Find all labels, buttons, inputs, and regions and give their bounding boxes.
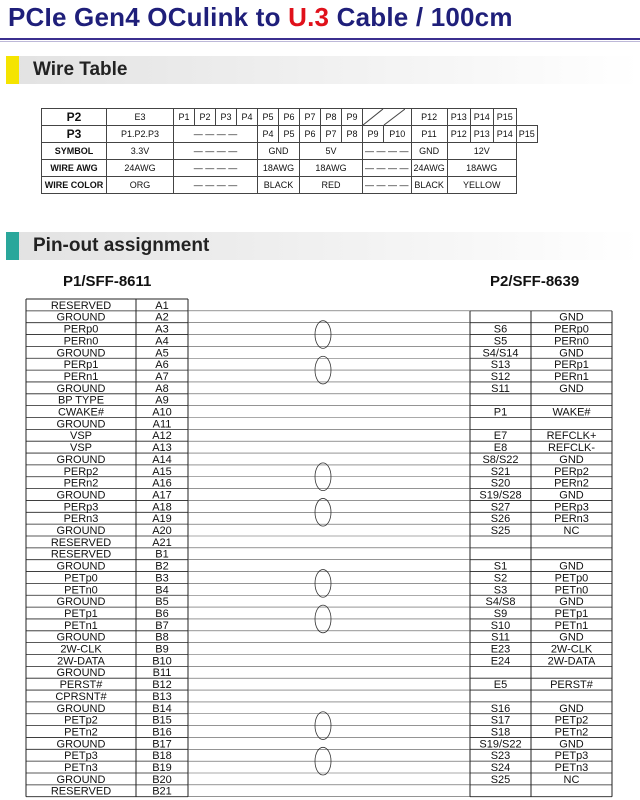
right-pin: S20 (490, 477, 511, 490)
left-signal: RESERVED (50, 299, 112, 312)
table-cell: P2 (195, 109, 216, 126)
table-cell: P9 (342, 109, 363, 126)
left-signal: VSP (69, 442, 93, 455)
right-connector-header: P2/SFF-8639 (490, 273, 580, 290)
right-pin: S24 (490, 762, 511, 774)
left-pin: B17 (152, 738, 172, 751)
left-pin: B8 (155, 631, 169, 644)
right-signal: PETn3 (554, 762, 589, 774)
left-signal: PETn3 (64, 762, 98, 774)
table-cell: 18AWG (300, 160, 363, 177)
right-signal: GND (559, 311, 584, 324)
left-pin: B13 (152, 690, 172, 703)
left-pin: A5 (155, 347, 169, 360)
right-signal: PERp2 (554, 465, 589, 478)
left-pin: A20 (152, 525, 172, 537)
right-pin: S23 (490, 750, 511, 763)
right-signal: PERST# (550, 679, 593, 692)
left-pin: A14 (152, 453, 172, 466)
right-signal: PERp0 (554, 323, 589, 336)
table-cell: BLACK (258, 177, 300, 194)
left-signal: RESERVED (50, 548, 112, 561)
table-cell: P3 (216, 109, 237, 126)
table-cell: P1.P2.P3 (107, 126, 174, 143)
left-pin: B18 (152, 750, 172, 763)
right-pin: S6 (493, 323, 508, 336)
table-cell: P1 (174, 109, 195, 126)
table-cell: P5 (279, 126, 300, 143)
right-signal: NC (563, 773, 580, 786)
right-pin: P1 (493, 406, 508, 419)
right-signal: GND (559, 453, 584, 466)
left-signal: GROUND (56, 418, 106, 431)
left-pin: B21 (152, 785, 172, 798)
wire-table-title: Wire Table (33, 59, 128, 80)
left-pin: B12 (152, 679, 172, 692)
left-signal: GROUND (56, 489, 106, 502)
left-signal: 2W-CLK (60, 643, 102, 656)
left-pin: A15 (152, 465, 172, 478)
left-signal: CWAKE# (57, 406, 105, 419)
left-signal: GROUND (56, 347, 106, 360)
table-cell: P6 (279, 109, 300, 126)
left-pin: B5 (155, 596, 169, 609)
left-pin: B4 (155, 584, 169, 597)
table-cell: RED (300, 177, 363, 194)
left-signal: GROUND (56, 738, 106, 751)
left-pin: A4 (155, 335, 169, 348)
right-signal: 2W-DATA (547, 655, 596, 668)
table-cell: P2 (42, 109, 107, 126)
table-cell: P15 (516, 126, 537, 143)
left-pin: A10 (152, 406, 172, 419)
left-signal: PERp0 (63, 323, 99, 336)
left-pin: B9 (155, 643, 169, 656)
left-pin: A13 (152, 442, 172, 455)
left-signal: GROUND (56, 631, 106, 644)
left-signal: GROUND (56, 596, 106, 609)
right-signal: PETn1 (554, 619, 589, 632)
left-pin: B7 (155, 619, 169, 632)
table-cell: 3.3V (107, 143, 174, 160)
left-pin: B11 (152, 667, 172, 680)
right-pin: S4/S14 (482, 347, 519, 360)
pinout-title: Pin-out assignment (33, 235, 210, 256)
right-signal: PERn3 (554, 513, 589, 526)
left-signal: GROUND (56, 702, 106, 715)
right-signal: PERn1 (554, 370, 589, 383)
right-signal: GND (559, 560, 584, 573)
left-signal: PETn1 (64, 619, 98, 632)
right-signal: 2W-CLK (550, 643, 593, 656)
right-pin: S25 (490, 525, 511, 537)
left-signal: PETp2 (64, 714, 98, 727)
left-signal: PETn2 (64, 726, 98, 739)
right-signal: GND (559, 347, 584, 360)
left-signal: PERp1 (63, 359, 99, 372)
left-pin: B15 (152, 714, 172, 727)
right-pin: S1 (493, 560, 508, 573)
left-pin: A18 (152, 501, 172, 514)
left-signal: PERn1 (63, 370, 99, 383)
left-signal: PETn0 (64, 584, 98, 597)
left-pin: A6 (155, 359, 169, 372)
right-signal: PETp3 (554, 750, 589, 763)
right-signal: GND (559, 489, 584, 502)
table-cell: BLACK (411, 177, 447, 194)
table-cell: P12 (447, 126, 470, 143)
right-pin: S18 (490, 726, 511, 739)
left-pin: B2 (155, 560, 169, 573)
right-pin: S21 (490, 465, 511, 478)
left-signal: CPRSNT# (55, 690, 107, 703)
left-signal: PERp2 (63, 465, 99, 478)
table-cell: WIRE AWG (42, 160, 107, 177)
right-signal: PETp0 (554, 572, 589, 585)
left-signal: VSP (69, 430, 93, 443)
right-signal: PERp3 (554, 501, 589, 514)
table-cell: 24AWG (107, 160, 174, 177)
right-pin: S27 (490, 501, 511, 514)
right-pin: S19/S22 (479, 738, 522, 751)
left-signal: PERn3 (63, 513, 99, 526)
table-cell: — — — — (174, 143, 258, 160)
right-signal: GND (559, 738, 584, 751)
left-signal: PERST# (59, 679, 103, 692)
right-pin: S11 (491, 382, 510, 395)
left-pin: B20 (152, 773, 172, 786)
left-pin: A21 (152, 536, 172, 549)
right-signal: REFCLK+ (546, 430, 597, 443)
right-signal: PETp1 (554, 607, 589, 620)
right-signal: GND (559, 631, 584, 644)
left-signal: PERp3 (63, 501, 99, 514)
right-pin: E8 (493, 442, 508, 455)
right-pin: S9 (493, 607, 508, 620)
right-signal: GND (559, 596, 584, 609)
table-cell: P8 (321, 109, 342, 126)
left-pin: A17 (152, 489, 172, 502)
right-pin: S17 (490, 714, 511, 727)
left-signal: PETp1 (64, 607, 98, 620)
right-pin: S3 (493, 584, 508, 597)
table-cell: P7 (321, 126, 342, 143)
left-pin: B10 (152, 655, 172, 668)
right-signal: PETn2 (554, 726, 589, 739)
table-cell: 18AWG (447, 160, 516, 177)
left-signal: PETp0 (64, 572, 98, 585)
left-pin: A16 (152, 477, 172, 490)
left-pin: A2 (155, 311, 169, 324)
table-cell: P3 (42, 126, 107, 143)
table-cell: WIRE COLOR (42, 177, 107, 194)
left-pin: A8 (155, 382, 169, 395)
table-cell: P13 (447, 109, 470, 126)
table-cell: — — — — (174, 160, 258, 177)
left-pin: B19 (152, 762, 172, 774)
right-signal: PETn0 (554, 584, 589, 597)
table-cell: P12 (411, 109, 447, 126)
table-cell: — — — — (174, 126, 258, 143)
left-signal: GROUND (56, 382, 106, 395)
right-signal: PERp1 (554, 359, 589, 372)
right-pin: S26 (490, 513, 511, 526)
left-pin: A11 (152, 418, 172, 431)
right-signal: PERn0 (554, 335, 589, 348)
right-signal: GND (559, 702, 584, 715)
right-pin: S8/S22 (482, 453, 519, 466)
left-pin: A3 (155, 323, 169, 336)
table-cell: P11 (411, 126, 447, 143)
table-cell: ORG (107, 177, 174, 194)
left-signal: GROUND (56, 453, 106, 466)
table-cell: P4 (237, 109, 258, 126)
left-pin: B6 (155, 607, 169, 620)
left-pin: B14 (152, 702, 172, 715)
right-pin: E7 (493, 430, 508, 443)
table-cell: 5V (300, 143, 363, 160)
table-cell: P8 (342, 126, 363, 143)
left-pin: A12 (152, 430, 172, 443)
left-signal: GROUND (56, 560, 106, 573)
right-pin: S5 (493, 335, 508, 348)
table-cell: — — — — (363, 177, 412, 194)
right-signal: NC (563, 525, 580, 537)
left-signal: PETp3 (64, 750, 98, 763)
right-pin: S12 (490, 370, 511, 383)
left-pin: A7 (155, 370, 169, 383)
right-pin: E24 (490, 655, 511, 668)
right-pin: S19/S28 (479, 489, 522, 502)
left-pin: A1 (155, 299, 169, 312)
left-pin: A19 (152, 513, 172, 526)
left-signal: 2W-DATA (57, 655, 105, 668)
left-connector-header: P1/SFF-8611 (63, 273, 152, 290)
right-pin: E23 (490, 643, 511, 656)
table-cell: P5 (258, 109, 279, 126)
left-signal: PERn0 (63, 335, 99, 348)
left-signal: GROUND (56, 773, 106, 786)
left-pin: B16 (152, 726, 172, 739)
right-pin: S2 (493, 572, 508, 585)
table-cell: P9 (363, 126, 384, 143)
table-cell: P10 (383, 126, 411, 143)
table-cell: 18AWG (258, 160, 300, 177)
title-part-3: Cable / 100cm (329, 2, 513, 32)
left-signal: GROUND (56, 311, 106, 324)
left-signal: RESERVED (50, 785, 112, 798)
left-signal: PERn2 (63, 477, 99, 490)
right-pin: S13 (490, 359, 511, 372)
left-signal: GROUND (56, 667, 106, 680)
table-cell: P13 (470, 126, 493, 143)
table-cell: P15 (493, 109, 516, 126)
right-signal: WAKE# (552, 406, 591, 419)
table-cell: GND (411, 143, 447, 160)
table-cell: 24AWG (411, 160, 447, 177)
table-cell: — — — — (363, 143, 412, 160)
right-signal: REFCLK- (547, 442, 596, 455)
table-cell: E3 (107, 109, 174, 126)
left-signal: RESERVED (50, 536, 112, 549)
title-part-1: PCIe Gen4 OCulink to (8, 2, 289, 32)
left-signal: BP TYPE (57, 394, 105, 407)
right-pin: S4/S8 (485, 596, 516, 609)
left-pin: B3 (155, 572, 169, 585)
table-cell: — — — — (174, 177, 258, 194)
right-signal: GND (559, 382, 584, 395)
left-signal: GROUND (56, 525, 106, 537)
left-pin: A9 (155, 394, 169, 407)
right-signal: PETp2 (554, 714, 589, 727)
right-pin: S25 (490, 773, 511, 786)
table-cell: YELLOW (447, 177, 516, 194)
right-pin: S16 (490, 702, 511, 715)
left-pin: B1 (155, 548, 169, 561)
table-cell: P7 (300, 109, 321, 126)
table-cell: SYMBOL (42, 143, 107, 160)
right-pin: E5 (493, 679, 508, 692)
title-part-2: U.3 (288, 2, 330, 32)
table-cell: P6 (300, 126, 321, 143)
table-cell: 12V (447, 143, 516, 160)
table-cell: P14 (470, 109, 493, 126)
right-pin: S10 (490, 619, 511, 632)
right-pin: S11 (491, 631, 510, 644)
right-signal: PERn2 (554, 477, 589, 490)
table-cell: P14 (493, 126, 516, 143)
table-cell: — — — — (363, 160, 412, 177)
table-cell: GND (258, 143, 300, 160)
table-cell: P4 (258, 126, 279, 143)
